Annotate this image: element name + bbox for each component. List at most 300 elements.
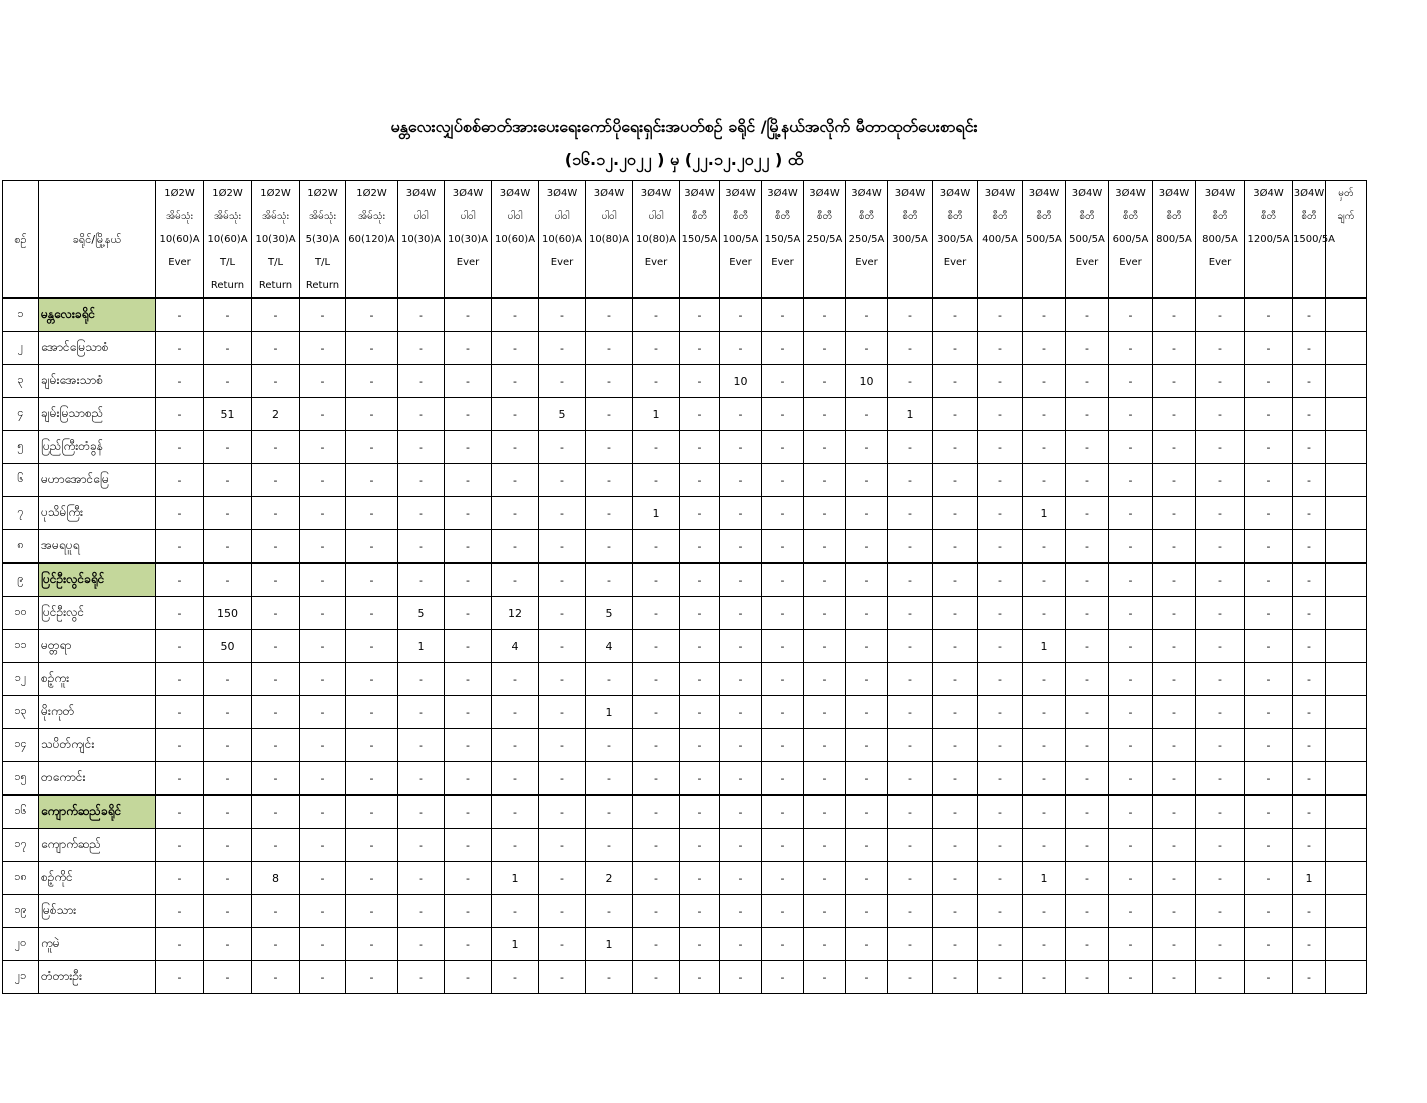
meter-count-cell: - <box>539 895 586 928</box>
meter-count-cell: - <box>1023 762 1066 796</box>
meter-count-cell: - <box>978 597 1023 630</box>
table-header-row <box>3 181 1367 299</box>
meter-count-cell: 12 <box>492 597 539 630</box>
meter-count-cell: - <box>804 332 846 365</box>
meter-count-cell: - <box>1066 365 1109 398</box>
meter-count-cell: - <box>1023 895 1066 928</box>
meter-count-cell: 4 <box>586 630 633 663</box>
header-line: 100/5A <box>722 234 759 245</box>
row-number: ၂၀ <box>3 928 39 961</box>
meter-count-cell: - <box>680 365 720 398</box>
meter-count-cell: - <box>720 398 762 431</box>
header-line: ပါဝါ <box>601 211 617 222</box>
meter-count-cell: - <box>1293 365 1326 398</box>
meter-count-cell: - <box>252 563 300 597</box>
header-line: Return <box>305 280 340 291</box>
meter-count-cell: - <box>1153 332 1196 365</box>
meter-count-cell: - <box>720 563 762 597</box>
header-line <box>586 274 632 297</box>
meter-count-cell: - <box>156 762 204 796</box>
header-line: 800/5A <box>1202 234 1238 245</box>
meter-count-cell: - <box>1109 961 1153 994</box>
header-line <box>1109 274 1152 297</box>
meter-count-cell: - <box>204 431 252 464</box>
meter-count-cell: - <box>1153 298 1196 332</box>
meter-count-cell: 5 <box>539 398 586 431</box>
row-number: ၈ <box>3 530 39 564</box>
header-line <box>633 274 679 297</box>
row-number: ၁၅ <box>3 762 39 796</box>
header-line <box>1326 251 1366 274</box>
meter-count-cell: - <box>804 961 846 994</box>
meter-count-cell: - <box>445 332 492 365</box>
meter-count-cell: - <box>978 530 1023 564</box>
meter-count-cell: - <box>1109 365 1153 398</box>
meter-count-cell: - <box>204 298 252 332</box>
meter-count-cell: - <box>252 365 300 398</box>
meter-count-cell: - <box>804 597 846 630</box>
meter-count-cell: - <box>398 762 445 796</box>
meter-count-cell: - <box>933 464 978 497</box>
meter-count-cell: - <box>680 497 720 530</box>
header-line: 400/5A <box>982 234 1018 245</box>
meter-count-cell: - <box>1245 795 1293 829</box>
header-line: 3Ø4W <box>1253 188 1284 199</box>
meter-count-cell: - <box>1023 398 1066 431</box>
meter-count-cell: - <box>492 895 539 928</box>
township-name: တကောင်း <box>39 762 156 796</box>
meter-count-cell: - <box>1109 829 1153 862</box>
meter-count-cell: 1 <box>633 398 680 431</box>
header-meter-type-12 <box>680 181 720 299</box>
meter-count-cell: - <box>1109 795 1153 829</box>
meter-count-cell: - <box>762 398 804 431</box>
meter-count-cell: - <box>933 597 978 630</box>
header-line <box>978 251 1022 274</box>
meter-count-cell: 8 <box>252 862 300 895</box>
meter-count-cell: - <box>586 829 633 862</box>
meter-count-cell: - <box>888 597 933 630</box>
meter-count-cell: - <box>888 961 933 994</box>
meter-count-cell: - <box>539 597 586 630</box>
header-line: Ever <box>771 257 794 268</box>
meter-count-cell: - <box>1245 762 1293 796</box>
header-line: စီတီ <box>816 211 833 222</box>
header-line <box>539 274 585 297</box>
header-line <box>346 251 397 274</box>
header-line: စီတီ <box>691 211 708 222</box>
meter-issue-table <box>2 180 1367 994</box>
meter-count-cell: - <box>300 663 346 696</box>
header-line: 150/5A <box>764 234 801 245</box>
meter-count-cell <box>1326 332 1367 365</box>
meter-count-cell: - <box>804 696 846 729</box>
meter-count-cell: - <box>346 530 398 564</box>
meter-count-cell: - <box>720 530 762 564</box>
header-line: ပါဝါ <box>460 211 476 222</box>
meter-count-cell: - <box>720 431 762 464</box>
meter-count-cell: - <box>1196 630 1245 663</box>
meter-count-cell: - <box>1023 298 1066 332</box>
meter-count-cell: 1 <box>1023 497 1066 530</box>
meter-count-cell: - <box>933 298 978 332</box>
header-line: 3Ø4W <box>1115 188 1146 199</box>
meter-count-cell <box>1326 895 1367 928</box>
header-line: 3Ø4W <box>725 188 756 199</box>
meter-count-cell: - <box>888 729 933 762</box>
meter-count-cell: - <box>156 663 204 696</box>
meter-count-cell: - <box>762 696 804 729</box>
header-line: 1200/5A <box>1247 234 1290 245</box>
meter-count-cell: - <box>445 895 492 928</box>
meter-count-cell: - <box>156 530 204 564</box>
meter-count-cell: - <box>300 729 346 762</box>
header-meter-type-25 <box>1245 181 1293 299</box>
meter-count-cell: 1 <box>398 630 445 663</box>
meter-count-cell: - <box>1153 762 1196 796</box>
meter-count-cell: - <box>1023 464 1066 497</box>
meter-count-cell: - <box>445 961 492 994</box>
meter-count-cell: - <box>586 497 633 530</box>
meter-count-cell: - <box>978 298 1023 332</box>
meter-count-cell: - <box>204 464 252 497</box>
township-row <box>3 332 1367 365</box>
meter-count-cell <box>1326 563 1367 597</box>
meter-count-cell: - <box>346 862 398 895</box>
meter-count-cell: - <box>1066 663 1109 696</box>
header-line: စီတီ <box>902 211 918 222</box>
meter-count-cell: - <box>1109 497 1153 530</box>
header-line: Return <box>210 280 245 291</box>
meter-count-cell: - <box>586 431 633 464</box>
header-line <box>680 251 719 274</box>
header-line: 1500/5A <box>1293 234 1336 245</box>
meter-count-cell: - <box>156 298 204 332</box>
header-line: စီတီ <box>992 211 1008 222</box>
meter-count-cell: - <box>252 497 300 530</box>
meter-count-cell: - <box>539 795 586 829</box>
header-line <box>888 251 932 274</box>
meter-count-cell: - <box>1245 630 1293 663</box>
meter-count-cell: - <box>1066 398 1109 431</box>
meter-count-cell: - <box>492 298 539 332</box>
meter-count-cell: - <box>846 497 888 530</box>
meter-count-cell: - <box>1196 862 1245 895</box>
meter-count-cell: - <box>680 762 720 796</box>
meter-count-cell: - <box>1293 431 1326 464</box>
meter-count-cell: - <box>346 398 398 431</box>
meter-count-cell: - <box>1245 663 1293 696</box>
meter-count-cell: - <box>633 729 680 762</box>
meter-count-cell: - <box>1196 928 1245 961</box>
meter-count-cell: - <box>156 696 204 729</box>
header-line: 3Ø4W <box>894 188 926 199</box>
header-meter-type-7 <box>445 181 492 299</box>
meter-count-cell: - <box>492 365 539 398</box>
meter-count-cell: - <box>539 663 586 696</box>
meter-count-cell: - <box>1109 895 1153 928</box>
meter-count-cell: - <box>492 696 539 729</box>
meter-count-cell: - <box>398 398 445 431</box>
meter-count-cell: - <box>252 928 300 961</box>
meter-count-cell: - <box>346 597 398 630</box>
meter-count-cell: - <box>1196 332 1245 365</box>
header-meter-type-3 <box>252 181 300 299</box>
meter-count-cell: - <box>633 630 680 663</box>
meter-count-cell: - <box>156 398 204 431</box>
meter-count-cell: - <box>633 895 680 928</box>
meter-count-cell: - <box>346 365 398 398</box>
meter-count-cell: - <box>680 663 720 696</box>
meter-count-cell: - <box>1245 862 1293 895</box>
meter-count-cell: - <box>1293 398 1326 431</box>
meter-count-cell: - <box>300 862 346 895</box>
meter-count-cell: - <box>346 895 398 928</box>
header-line: Ever <box>168 257 191 268</box>
meter-count-cell <box>1326 630 1367 663</box>
meter-count-cell: - <box>1245 729 1293 762</box>
meter-count-cell: - <box>1109 696 1153 729</box>
township-name: ပြည်ကြီးတံခွန် <box>39 431 156 464</box>
row-number: ၁ <box>3 298 39 332</box>
header-line: 3Ø4W <box>593 188 625 199</box>
meter-count-cell: - <box>156 895 204 928</box>
meter-count-cell: - <box>633 298 680 332</box>
meter-count-cell: - <box>1293 928 1326 961</box>
meter-count-cell: - <box>720 928 762 961</box>
meter-count-cell: - <box>1023 928 1066 961</box>
meter-count-cell: - <box>680 630 720 663</box>
meter-count-cell: - <box>1153 597 1196 630</box>
meter-count-cell: - <box>1196 829 1245 862</box>
header-line: 250/5A <box>848 234 885 245</box>
meter-count-cell: - <box>300 298 346 332</box>
meter-count-cell: - <box>300 365 346 398</box>
meter-count-cell <box>1326 961 1367 994</box>
header-line: 3Ø4W <box>405 188 437 199</box>
header-line <box>1023 251 1065 274</box>
meter-count-cell: - <box>978 862 1023 895</box>
meter-count-cell: - <box>398 464 445 497</box>
meter-count-cell: - <box>204 795 252 829</box>
meter-count-cell: - <box>445 762 492 796</box>
header-line: 3Ø4W <box>767 188 798 199</box>
meter-count-cell: - <box>586 332 633 365</box>
header-meter-type-21 <box>1066 181 1109 299</box>
meter-count-cell: - <box>156 464 204 497</box>
header-line: 600/5A <box>1112 234 1149 245</box>
meter-count-cell: - <box>804 398 846 431</box>
header-meter-type-20 <box>1023 181 1066 299</box>
meter-count-cell: - <box>933 530 978 564</box>
meter-count-cell: - <box>804 762 846 796</box>
header-line: 10(60)A <box>159 234 200 245</box>
meter-count-cell: - <box>586 464 633 497</box>
meter-count-cell: - <box>1023 829 1066 862</box>
meter-count-cell: - <box>492 762 539 796</box>
meter-count-cell <box>1326 431 1367 464</box>
meter-count-cell: - <box>633 365 680 398</box>
meter-count-cell: - <box>633 530 680 564</box>
meter-count-cell: - <box>1066 298 1109 332</box>
meter-count-cell: - <box>1109 762 1153 796</box>
meter-count-cell: - <box>888 464 933 497</box>
header-line: အိမ်သုံး <box>261 211 290 222</box>
meter-count-cell: 1 <box>586 696 633 729</box>
meter-count-cell: - <box>846 762 888 796</box>
meter-count-cell: - <box>204 862 252 895</box>
meter-count-cell: - <box>252 895 300 928</box>
meter-count-cell: - <box>888 696 933 729</box>
meter-count-cell: - <box>346 497 398 530</box>
meter-count-cell: - <box>398 497 445 530</box>
meter-count-cell: - <box>204 563 252 597</box>
meter-count-cell: - <box>1023 795 1066 829</box>
meter-count-cell: - <box>846 928 888 961</box>
meter-count-cell: - <box>300 762 346 796</box>
meter-count-cell: - <box>720 663 762 696</box>
meter-count-cell: - <box>346 696 398 729</box>
header-line: 500/5A <box>1026 234 1062 245</box>
meter-count-cell: - <box>252 696 300 729</box>
meter-count-cell: - <box>156 431 204 464</box>
township-name: ချမ်းမြသာစည် <box>39 398 156 431</box>
meter-count-cell: - <box>346 729 398 762</box>
meter-count-cell: - <box>1293 497 1326 530</box>
meter-count-cell: - <box>492 829 539 862</box>
meter-count-cell: - <box>586 298 633 332</box>
meter-count-cell: - <box>633 431 680 464</box>
meter-count-cell: - <box>1153 630 1196 663</box>
meter-count-cell: - <box>156 365 204 398</box>
header-line <box>492 274 538 297</box>
header-meter-type-8 <box>492 181 539 299</box>
meter-count-cell: - <box>1023 332 1066 365</box>
meter-count-cell: - <box>492 464 539 497</box>
meter-count-cell: - <box>252 464 300 497</box>
meter-count-cell: - <box>398 795 445 829</box>
header-line: 3Ø4W <box>1028 188 1060 199</box>
meter-count-cell: - <box>1023 563 1066 597</box>
meter-count-cell: - <box>300 398 346 431</box>
meter-count-cell: - <box>300 928 346 961</box>
meter-count-cell: - <box>300 961 346 994</box>
township-row <box>3 431 1367 464</box>
meter-count-cell: - <box>1153 696 1196 729</box>
meter-count-cell: - <box>1153 729 1196 762</box>
meter-count-cell: - <box>1245 332 1293 365</box>
header-line: Ever <box>1119 257 1142 268</box>
meter-count-cell: - <box>680 431 720 464</box>
report-date-range: (၁၆.၁၂.၂၀၂၂ ) မှ (၂၂.၁၂.၂၀၂၂ ) ထိ <box>564 150 804 169</box>
township-name: အမရပူရ <box>39 530 156 564</box>
township-row <box>3 928 1367 961</box>
meter-count-cell: - <box>1023 961 1066 994</box>
township-row <box>3 597 1367 630</box>
meter-count-cell: - <box>846 332 888 365</box>
meter-count-cell: - <box>539 928 586 961</box>
header-line: 3Ø4W <box>1071 188 1103 199</box>
meter-count-cell: - <box>804 530 846 564</box>
header-line: 3Ø4W <box>1204 188 1236 199</box>
header-line: အိမ်သုံး <box>213 211 242 222</box>
header-line: 10(60)A <box>494 234 536 245</box>
meter-count-cell: - <box>633 696 680 729</box>
meter-count-cell <box>1326 298 1367 332</box>
header-meter-type-26 <box>1293 181 1336 299</box>
meter-count-cell: - <box>1245 829 1293 862</box>
meter-count-cell: - <box>1066 961 1109 994</box>
meter-count-cell: - <box>1293 696 1326 729</box>
meter-count-cell: 1 <box>492 928 539 961</box>
meter-count-cell: - <box>1245 895 1293 928</box>
row-number: ၅ <box>3 431 39 464</box>
meter-count-cell: - <box>1153 563 1196 597</box>
header-meter-type-18 <box>933 181 978 299</box>
meter-count-cell: - <box>1109 464 1153 497</box>
meter-count-cell: - <box>720 696 762 729</box>
meter-count-cell: - <box>346 563 398 597</box>
meter-count-cell: - <box>1023 597 1066 630</box>
header-line: စီတီ <box>1212 211 1228 222</box>
meter-count-cell: - <box>1066 829 1109 862</box>
meter-count-cell: - <box>492 332 539 365</box>
header-line: 3Ø4W <box>546 188 578 199</box>
meter-count-cell: - <box>398 862 445 895</box>
meter-count-cell: - <box>252 630 300 663</box>
header-line: 3Ø4W <box>939 188 971 199</box>
meter-count-cell: - <box>720 597 762 630</box>
meter-count-cell: - <box>933 563 978 597</box>
meter-count-cell: - <box>762 597 804 630</box>
header-line <box>1196 274 1244 297</box>
meter-count-cell: - <box>804 829 846 862</box>
meter-count-cell: - <box>1109 298 1153 332</box>
meter-count-cell: - <box>804 464 846 497</box>
meter-count-cell: 5 <box>586 597 633 630</box>
township-name: မဟာအောင်မြေ <box>39 464 156 497</box>
meter-count-cell: - <box>252 829 300 862</box>
township-name: မြစ်သား <box>39 895 156 928</box>
meter-count-cell: - <box>346 829 398 862</box>
header-line: 1Ø2W <box>164 188 195 199</box>
township-name: ကျောက်ဆည် <box>39 829 156 862</box>
meter-count-cell: - <box>252 530 300 564</box>
meter-count-cell <box>1326 696 1367 729</box>
meter-count-cell: - <box>252 332 300 365</box>
meter-count-cell: - <box>933 961 978 994</box>
header-line <box>720 274 761 297</box>
meter-count-cell: - <box>1245 928 1293 961</box>
meter-count-cell: - <box>1293 298 1326 332</box>
meter-count-cell: - <box>933 332 978 365</box>
meter-count-cell: - <box>492 530 539 564</box>
header-line: T/L <box>314 257 331 268</box>
meter-count-cell: - <box>539 961 586 994</box>
meter-count-cell: - <box>346 928 398 961</box>
row-number: ၁၃ <box>3 696 39 729</box>
header-line: 3Ø4W <box>1158 188 1190 199</box>
meter-count-cell: - <box>398 298 445 332</box>
header-line: ပါဝါ <box>507 211 523 222</box>
meter-count-cell: - <box>204 928 252 961</box>
meter-count-cell: - <box>1109 630 1153 663</box>
township-row <box>3 630 1367 663</box>
meter-count-cell: 1 <box>1293 862 1326 895</box>
meter-count-cell: - <box>1196 795 1245 829</box>
meter-count-cell: - <box>888 332 933 365</box>
meter-count-cell: - <box>492 961 539 994</box>
